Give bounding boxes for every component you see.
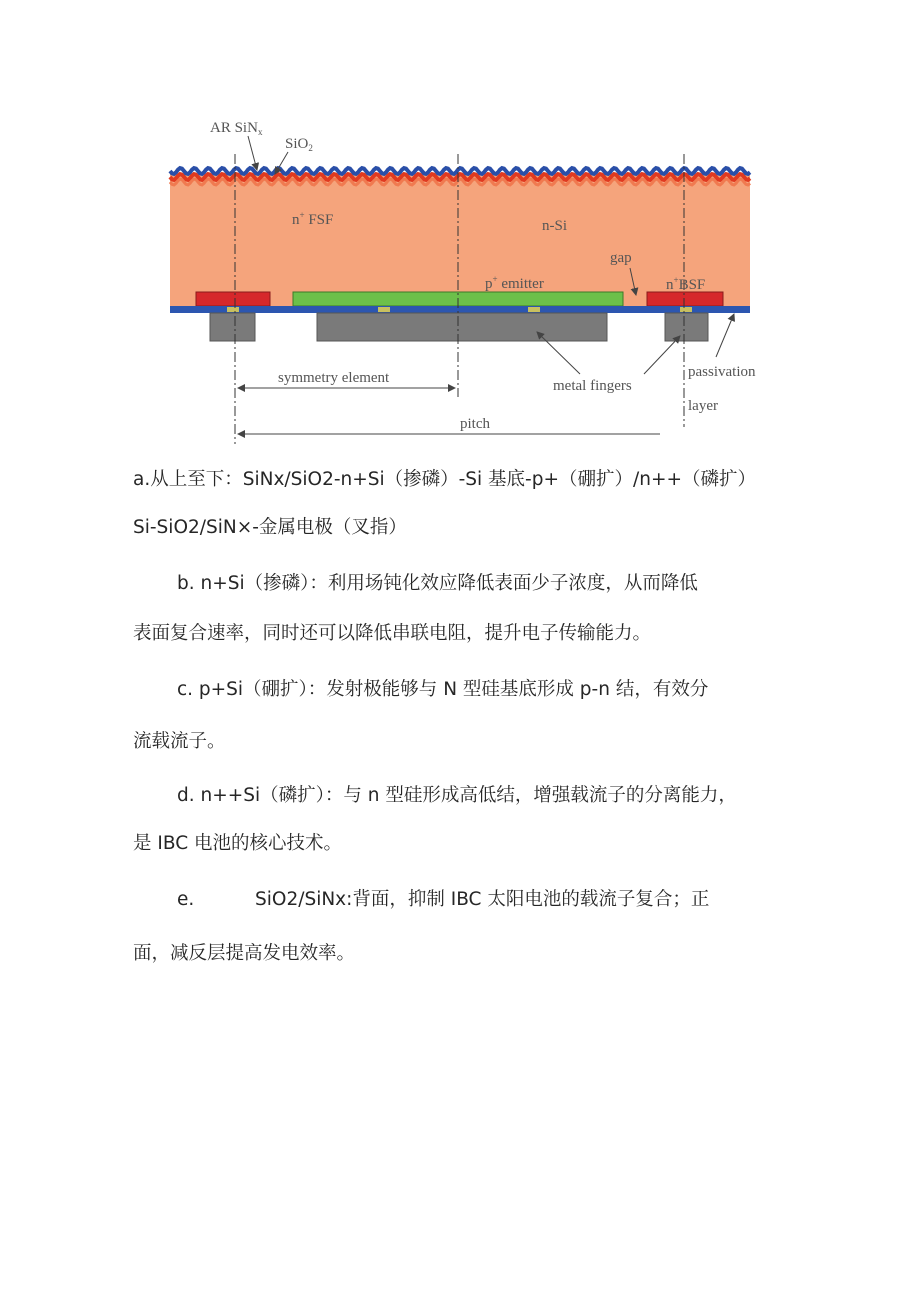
paragraph-b-line-2: 表面复合速率，同时还可以降低串联电阻，提升电子传输能力。 — [133, 623, 652, 644]
ibc-cell-diagram — [160, 112, 760, 452]
n-bsf-left — [196, 292, 270, 306]
n-bsf-right — [647, 292, 723, 306]
passivation-layer — [170, 306, 750, 313]
metal-finger-right — [665, 313, 708, 341]
metal-fingers-label: metal fingers — [553, 378, 632, 394]
sio2-label: SiO$_2$ — [285, 136, 313, 153]
n-si-label: n-Si — [542, 218, 568, 234]
gap-label: gap — [610, 250, 632, 266]
metal-pointer-2 — [644, 336, 680, 374]
paragraph-e-tag: e. — [177, 889, 195, 910]
paragraph-e-line-2: 面，减反层提高发电效率。 — [133, 943, 356, 964]
ar-sinx-label: AR SiN$_x$ — [210, 120, 263, 137]
n-si-substrate — [170, 174, 750, 306]
paragraph-c-line-2: 流载流子。 — [133, 731, 226, 752]
paragraph-c-line-1: c. p+Si（硼扩）：发射极能够与 N 型硅基底形成 p-n 结，有效分 — [177, 679, 709, 700]
metal-finger-center — [317, 313, 607, 341]
fsf-label: n+ FSF — [292, 210, 334, 228]
contact-center-1 — [378, 307, 390, 312]
emitter-label: p+ emitter — [485, 274, 544, 292]
paragraph-b-line-1: b. n+Si（掺磷）：利用场钝化效应降低表面少子浓度，从而降低 — [177, 573, 698, 594]
paragraph-a-line-1: a.从上至下：SiNx/SiO2-n+Si（掺磷）-Si 基底-p+（硼扩）/n++（磷扩） — [133, 469, 756, 490]
layer-label: layer — [688, 398, 718, 414]
pitch-label: pitch — [460, 416, 490, 432]
bsf-label: n+BSF — [666, 275, 706, 293]
metal-finger-left — [210, 313, 255, 341]
paragraph-d-line-2: 是 IBC 电池的核心技术。 — [133, 833, 343, 854]
ar-sinx-pointer — [248, 136, 257, 170]
paragraph-d-line-1: d. n++Si（磷扩）：与 n 型硅形成高低结，增强载流子的分离能力， — [177, 785, 737, 806]
paragraph-a-line-2: Si-SiO2/SiN×-金属电极（叉指） — [133, 517, 407, 538]
symmetry-label: symmetry element — [278, 370, 390, 386]
contact-center-2 — [528, 307, 540, 312]
passivation-label: passivation — [688, 364, 756, 380]
paragraph-e-line-1: SiO2/SiNx:背面，抑制 IBC 太阳电池的载流子复合；正 — [255, 889, 710, 910]
contact-left — [227, 307, 239, 312]
passivation-pointer — [716, 314, 734, 357]
contact-right — [680, 307, 692, 312]
